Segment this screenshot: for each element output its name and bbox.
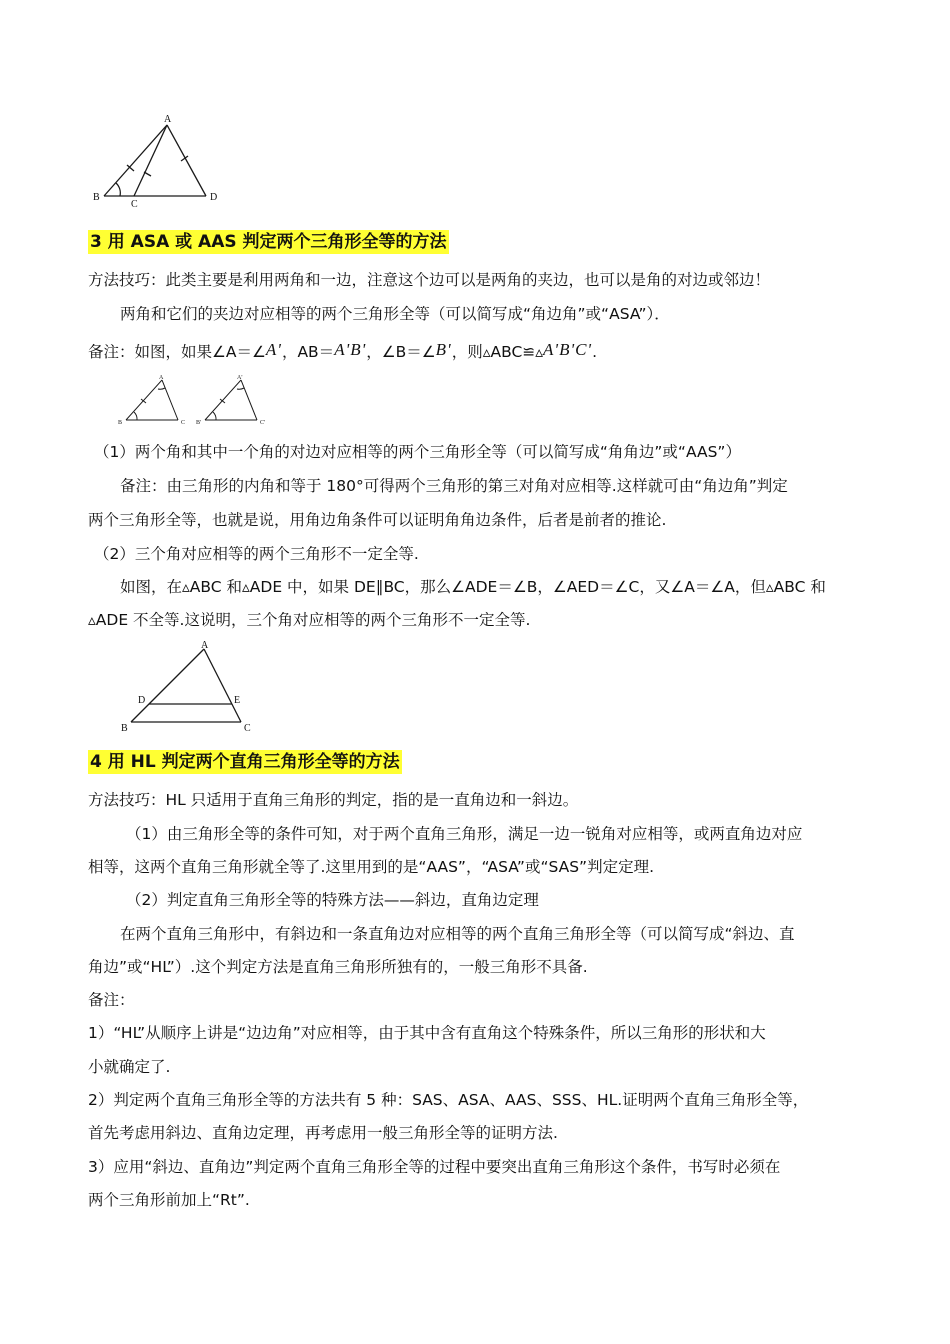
aaa-example-line-1: 如图，在▵ABC 和▵ADE 中，如果 DE∥BC，那么∠ADE＝∠B，∠AED＝∠C，又∠A＝∠A，但▵ABC 和 bbox=[120, 578, 826, 596]
hl-note-3-line-2: 两个三角形前加上“Rt”. bbox=[88, 1191, 250, 1209]
angle-arc bbox=[237, 388, 244, 389]
math-b-prime: B' bbox=[435, 340, 452, 359]
hl-note-3-line-1: 3）应用“斜边、直角边”判定两个直角三角形全等的过程中要突出直角三角形这个条件，书写时必须在 bbox=[88, 1158, 781, 1176]
aaa-example-line-2: ▵ADE 不全等.这说明，三个角对应相等的两个三角形不一定全等. bbox=[88, 611, 531, 629]
label-c: C bbox=[244, 723, 251, 734]
figure-congruent-triangles bbox=[112, 372, 282, 428]
aaa-statement: （2）三个角对应相等的两个三角形不一定全等. bbox=[94, 545, 419, 563]
section-3-heading: 3 用 ASA 或 AAS 判定两个三角形全等的方法 bbox=[90, 232, 447, 252]
label-d: D bbox=[138, 695, 146, 706]
hl-point-2: （2）判定直角三角形全等的特殊方法——斜边，直角边定理 bbox=[126, 891, 539, 909]
label-c: C bbox=[181, 420, 186, 426]
label-a: A bbox=[201, 640, 209, 651]
aas-note-line-1: 备注：由三角形的内角和等于 180°可得两个三角形的第三对角对应相等.这样就可由“角边角”判定 bbox=[120, 477, 788, 495]
label-d: D bbox=[210, 192, 218, 203]
label-a-prime: A' bbox=[237, 375, 243, 381]
aas-note-line-2: 两个三角形全等，也就是说，用角边角条件可以证明角角边条件，后者是前者的推论. bbox=[88, 511, 667, 529]
hl-theorem-line-1: 在两个直角三角形中，有斜边和一条直角边对应相等的两个直角三角形全等（可以简写成“斜边、直 bbox=[120, 925, 795, 943]
hl-method-tip: 方法技巧：HL 只适用于直角三角形的判定，指的是一直角边和一斜边。 bbox=[88, 791, 579, 809]
asa-note-prefix: 备注：如图，如果∠A＝∠ bbox=[88, 343, 266, 361]
math-a-prime-b-prime-c-prime: A'B'C' bbox=[543, 340, 593, 359]
triangle-abc-de-diagram bbox=[116, 640, 266, 736]
label-c: C bbox=[131, 199, 138, 210]
angle-arc bbox=[213, 412, 216, 420]
congruent-triangles-diagram bbox=[112, 372, 282, 428]
label-b: B bbox=[93, 192, 100, 203]
figure-triangle-abd bbox=[88, 110, 228, 210]
hl-note-title: 备注： bbox=[88, 991, 135, 1009]
segment-ac bbox=[134, 125, 167, 196]
hl-theorem-line-2: 角边”或“HL”）.这个判定方法是直角三角形所独有的，一般三角形不具备. bbox=[88, 958, 588, 976]
right-side-ab bbox=[205, 380, 241, 420]
asa-note-suffix: . bbox=[592, 343, 597, 361]
left-side-ab bbox=[126, 380, 162, 420]
left-side-ac bbox=[162, 380, 178, 420]
aas-statement: （1）两个角和其中一个角的对边对应相等的两个三角形全等（可以简写成“角角边”或“AAS”） bbox=[94, 443, 741, 461]
asa-note bbox=[88, 338, 597, 364]
asa-statement: 两角和它们的夹边对应相等的两个三角形全等（可以简写成“角边角”或“ASA”）． bbox=[120, 305, 670, 323]
side-ab bbox=[131, 649, 204, 722]
hl-point-1-line-2: 相等，这两个直角三角形就全等了.这里用到的是“AAS”，“ASA”或“SAS”判定定理. bbox=[88, 858, 655, 876]
triangle-abd-diagram bbox=[88, 110, 228, 210]
math-a-prime-b-prime: A'B' bbox=[334, 340, 367, 359]
label-a: A bbox=[164, 114, 172, 125]
asa-note-mid-2: ，∠B＝∠ bbox=[366, 343, 436, 361]
hl-note-2-line-2: 首先考虑用斜边、直角边定理，再考虑用一般三角形全等的证明方法. bbox=[88, 1124, 558, 1142]
angle-arc bbox=[116, 183, 120, 196]
hl-note-1-line-2: 小就确定了. bbox=[88, 1058, 171, 1076]
label-c-prime: C' bbox=[260, 420, 266, 426]
side-ab bbox=[104, 125, 167, 196]
section-4-heading: 4 用 HL 判定两个直角三角形全等的方法 bbox=[90, 752, 400, 772]
side-ac bbox=[204, 649, 241, 722]
side-ad bbox=[167, 125, 206, 196]
figure-triangle-abc-de bbox=[116, 640, 266, 736]
asa-note-mid-3: ，则▵ABC≌▵ bbox=[451, 343, 544, 361]
label-e: E bbox=[234, 695, 241, 706]
section-3-method-tip: 方法技巧：此类主要是利用两角和一边，注意这个边可以是两角的夹边，也可以是角的对边或邻边！ bbox=[88, 271, 771, 289]
right-side-ac bbox=[241, 380, 257, 420]
hl-note-2-line-1: 2）判定两个直角三角形全等的方法共有 5 种：SAS、ASA、AAS、SSS、HL.证明两个直角三角形全等， bbox=[88, 1091, 809, 1109]
hl-point-1-line-1: （1）由三角形全等的条件可知，对于两个直角三角形，满足一边一锐角对应相等，或两直角边对应 bbox=[126, 825, 803, 843]
angle-arc bbox=[134, 412, 137, 420]
angle-arc bbox=[158, 388, 165, 389]
math-a-prime: A' bbox=[265, 340, 282, 359]
hl-note-1-line-1: 1）“HL”从顺序上讲是“边边角”对应相等，由于其中含有直角这个特殊条件，所以三角形的形状和大 bbox=[88, 1024, 766, 1042]
label-b: B bbox=[121, 723, 128, 734]
label-b: B bbox=[118, 420, 123, 426]
asa-note-mid-1: ，AB＝ bbox=[281, 343, 335, 361]
label-b-prime: B' bbox=[196, 420, 202, 426]
tick-mark bbox=[144, 172, 151, 176]
label-a: A bbox=[159, 375, 164, 381]
